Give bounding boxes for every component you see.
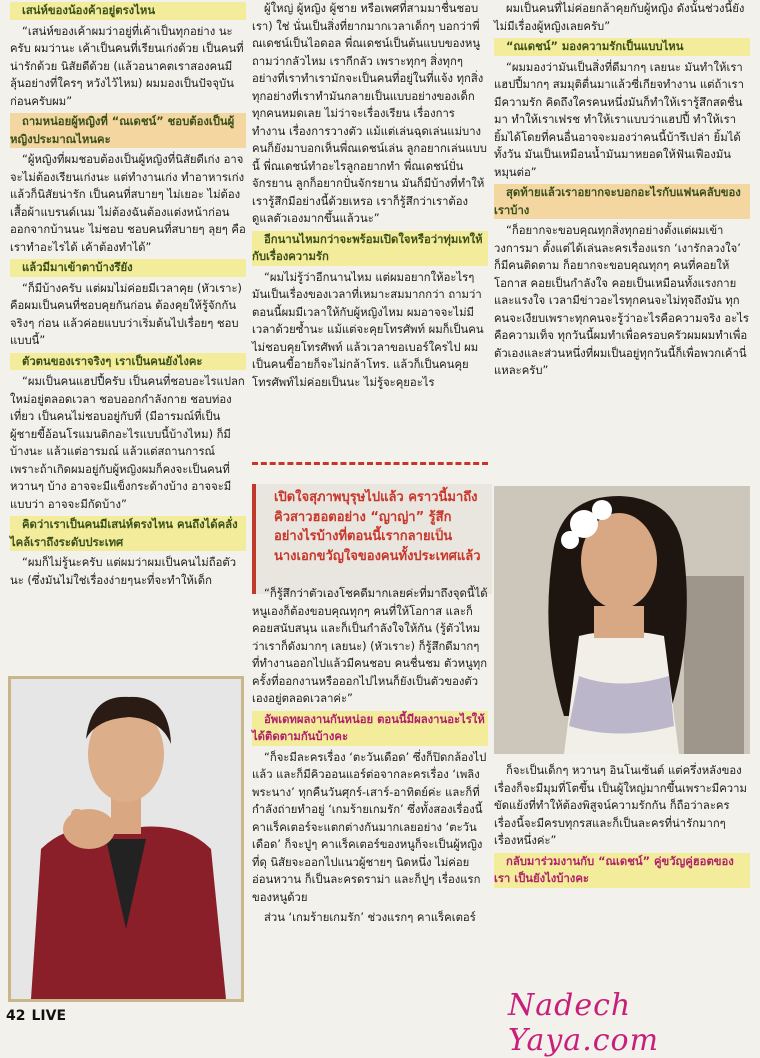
heading: กลับมาร่วมงานกับ “ณเดชน์” คู่ขวัญคู่ฮอตของเรา เป็นยังไงบ้างคะ <box>494 853 750 888</box>
actor-illustration <box>11 679 241 999</box>
heading: “ณเดชน์” มองความรักเป็นแบบไหน <box>494 38 750 56</box>
paragraph: “ก็รู้สึกว่าตัวเองโชคดีมากเลยค่ะที่มาถึงจุดนี้ได้ หนูเองก็ต้องขอบคุณทุกๆ คนที่ให้โอกาส และก็คอยสนับสนุน และก็เป็นกำลังใจให้กัน (รู้ตัวไหมว่าเราก็ดังมากๆ เลยนะ) (หัวเราะ) ก็รู้สึกดีมากๆ ที่ทำงานออกไปแล้วมีคนชอบ คนชื่นชม ตัวหนูทุกครั้งที่ออกงานหรือออกไปไหนก็ยังเป็นตัวของตัวเองอยู่ตลอดเวลาค่ะ” <box>252 587 488 705</box>
column-2-lower <box>252 585 488 930</box>
paragraph: “เสน่ห์ของเค้าผมว่าอยู่ที่เค้าเป็นทุกอย่าง นะครับ ผมว่านะ เค้าเป็นคนที่เรียนเก่งด้วย เป็นคนที่น่ารักด้วย นิสัยดีด้วย (แล้วอนาคตเราสองคนมีลุ้นอย่างที่ใครๆ หวังไว้ไหม) ผมมองเป็นปัจจุบันก่อนครับผม” <box>10 24 244 108</box>
paragraph: “ผมก็ไม่รู้นะครับ แต่ผมว่าผมเป็นคนไม่ถือตัวนะ (ซึ่งมันไม่ใช่เรื่องง่ายๆนะที่จะทำให้เด็ก <box>10 556 237 587</box>
column-3 <box>494 0 750 383</box>
column-3-lower <box>494 762 750 891</box>
actor-photo <box>8 676 244 1002</box>
actress-photo <box>494 486 750 754</box>
paragraph: “ผู้หญิงที่ผมชอบต้องเป็นผู้หญิงที่นิสัยดีเก่ง อาจจะไม่ต้องเรียนเก่งนะ แต่ทำงานเก่ง ทำอาหารเก่ง แล้วก็นิสัยน่ารัก เป็นคนที่สบายๆ ไม่เยอะ ไม่ต้องเสื้อผ้าแบรนด์เนม ไม่ต้องฉันต้องแต่งหน้าก่อนออกจากบ้านนะ ไม่ชอบ ชอบคนที่สบายๆ ลุยๆ คือเราทำอะไรได้ เค้าต้องทำได้” <box>10 153 246 254</box>
paragraph: “ผมมองว่ามันเป็นสิ่งที่ดีมากๆ เลยนะ มันทำให้เราแฮปปี้มากๆ สมมุติตื่นมาแล้วซี่เกียจทำงาน แต่ถ้าเรามีความรัก คิดถึงใครคนหนึ่งมันก็ทำให้เรารู้สึกสดชื่นมา ทำให้เราเฟรช ทำให้เราแบบว่าแฮปปี้ ทำให้เรายิ้มได้โดยที่คนอื่นอาจจะมองว่าคนนี้บ้ารึเปล่า ยิ้มได้ทั้งวัน มันเป็นเหมือนน้ำมันมาหยอดให้ฟันเฟืองมันหมุนต่อ” <box>494 60 744 179</box>
heading: ตัวตนของเราจริงๆ เราเป็นคนยังไงคะ <box>10 353 246 371</box>
paragraph: “ผมไม่รู้ว่าอีกนานไหม แต่ผมอยากให้อะไรๆมันเป็นเรื่องของเวลาที่เหมาะสมมากกว่า ถามว่าตอนนี้ผมมีเวลาให้กับผู้หญิงไหม ผมอาจจะไม่มีเวลาด้วยซ้ำนะ แม้แต่จะคุยโทรศัพท์ ผมก็เป็นคนไม่ชอบคุยโทรศัพท์ แล้วเวลาขอเบอร์ใครไป ผมเป็นคนขี้อายก็จะไม่กล้าโทร. แล้วก็เป็นคนคุยโทรศัพท์ไม่ค่อยเป็นนะ ไม่รู้จะคุยอะไร <box>252 270 484 389</box>
actress-illustration <box>494 486 750 754</box>
paragraph: “ก็จะมีละครเรื่อง ‘ตะวันเดือด’ ซึ่งก็ปิดกล้องไปแล้ว และก็มีคิวออนแอร์ต่อจากละครเรื่อง ‘เพลิงพระนาง’ ทุกคืนวันศุกร์-เสาร์-อาทิตย์ค่ะ และก็ที่กำลังถ่ายทำอยู่ ‘เกมร้ายเกมรัก’ ซึ่งทั้งสองเรื่องนี้คาแร็คเตอร์จะแตกต่างกันมากเลยอย่าง ‘ตะวันเดือด’ ก็จะปูๆ คาแร็คเตอร์ของหนูก็จะเป็นผู้หญิงที่ดุ นิสัยจะออกไปแนวผู้ชายๆ นิดหนึ่ง ไม่ค่อยอ่อนหวาน ก็เป็นละครดราม่า และก็ปูๆ เรื่องแรกของหนูด้วย <box>252 750 487 904</box>
page-number: 42 <box>6 1008 26 1024</box>
heading: คิดว่าเราเป็นคนมีเสน่ห์ตรงไหน คนถึงได้คลั่งไคล้เราถึงระดับประเทศ <box>10 516 246 551</box>
heading: อัพเดทผลงานกันหน่อย ตอนนี้มีผลงานอะไรให้ได้ติดตามกันบ้างคะ <box>252 711 488 746</box>
paragraph: “ก็อยากจะขอบคุณทุกสิ่งทุกอย่างตั้งแต่ผมเข้าวงการมา ตั้งแต่ได้เล่นละครเรื่องแรก ‘เงารักลวงใจ’ ก็มีคนติดตาม ก็อยากจะขอบคุณทุกๆ คนที่คอยให้โอกาส คอยเป็นกำลังใจ คอยเป็นเหมือนทั้งแรงกายและแรงใจ เวลามีข่าวอะไรทุกคนจะไม่ทุจถึงมัน ทุกคนจะเงียบเพราะทุกคนจะรู้ว่าอะไรคือความจริง อะไรคือความเท็จ ทุกวันนี้ผมทำเพื่อครอบครัวผมผมทำเพื่อตัวเองและส่วนหนึ่งที่ผมเป็นอยู่ทุกวันนี้ก็เพื่อพวกเค้านี่แหละครับ” <box>494 224 749 377</box>
paragraph: “ผมเป็นคนแฮปปี้ครับ เป็นคนที่ชอบอะไรแปลกใหม่อยู่ตลอดเวลา ชอบออกกำลังกาย ชอบท่องเที่ยว เป็นคนไม่ชอบอยู่กับที่ (มีอารมณ์ที่เป็นผู้ชายขี้อ้อนโรแมนติกอะไรแบบนี้บ้างไหม) ก็มีบ้างนะ แล้วแต่อารมณ์ แล้วแต่สถานการณ์ เพราะถ้าเกิดผมอยู่กับผู้หญิงผมก็คงจะเป็นคนที่หวานๆ บ้าง อาจจะมีแข็งกระด้างบ้าง อาจจะมีแบบว่า อาจจะมีกัดบ้าง” <box>10 375 245 511</box>
pull-quote <box>252 484 492 594</box>
page-footer <box>6 1008 66 1024</box>
column-2 <box>252 0 488 394</box>
heading: เสน่ห์ของน้องค้าอยู่ตรงไหน <box>10 2 246 20</box>
heading: แล้วมีมาเข้าตาบ้างรึยัง <box>10 259 246 277</box>
section-divider <box>252 462 488 465</box>
heading: สุดท้ายแล้วเราอยากจะบอกอะไรกับแฟนคลับของเราบ้าง <box>494 184 750 219</box>
pull-quote-text: เปิดใจสุภาพบุรุษไปแล้ว คราวนี้มาถึงคิวสาวฮอตอย่าง “ญาญ่า” รู้สึกอย่างไรบ้างที่ตอนนี้เรากลายเป็นนางเอกขวัญใจของคนทั้งประเทศแล้ว <box>274 490 481 564</box>
paragraph: “ก็มีบ้างครับ แต่ผมไม่ค่อยมีเวลาคุย (หัวเราะ) คือผมเป็นคนที่ชอบคุยกันก่อน ต้องคุยให้รู้จักกันจริงๆ ก่อน แล้วค่อยแบบว่าเริ่มต้นไปเรื่อยๆ ชอบแบบนี้” <box>10 281 242 347</box>
paragraph: ส่วน ‘เกมร้ายเกมรัก’ ช่วงแรกๆ คาแร็คเตอร์ <box>264 911 476 924</box>
paragraph: ก็จะเป็นเด็กๆ หวานๆ อินโนเซ้นต์ แต่ครึ่งหลังของเรื่องก็จะมีมุมที่โตขึ้น เป็นผู้ใหญ่มากขึ้นเพราะมีความขัดแย้งที่ทำให้ต้องพิสูจน์ความรักกัน ก็ถือว่าละครเรื่องนี้จะมีครบทุกรสและก็เป็นละครที่น่ารักมากๆ เรื่องหนึ่งค่ะ” <box>494 764 747 847</box>
site-watermark: Nadech Yaya.com <box>508 988 660 1058</box>
column-1 <box>10 0 246 592</box>
magazine-brand: LIVE <box>31 1008 67 1024</box>
paragraph: ผมเป็นคนที่ไม่ค่อยกล้าคุยกับผู้หญิง ดังนั้นช่วงนี้ยังไม่มีเรื่องผู้หญิงเลยครับ” <box>494 2 745 33</box>
heading: ถามหน่อยผู้หญิงที่ “ณเดชน์” ชอบต้องเป็นผู้หญิงประมาณไหนคะ <box>10 113 246 148</box>
heading: อีกนานไหมกว่าจะพร้อมเปิดใจหรือว่าทุ่มเทให้กับเรื่องความรัก <box>252 231 488 266</box>
paragraph: ผู้ใหญ่ ผู้หญิง ผู้ชาย หรือเพศที่สามมาชื่นชอบเรา) ใช่ นั่นเป็นสิ่งที่ยากมากเวลาเด็กๆ บอกว่าพี่ณเดชน์เป็นไอดอล พี่ณเดชน์เป็นต้นแบบของหนู ถามว่ากลัวไหม เรากีกลัว เพราะทุกๆ สิ่งทุกๆ อย่างที่เราทำเรามักจะเป็นคนที่อยู่ในที่แจ้ง ทุกสิ่งทุกอย่างที่เราทำมันกลายเป็นแบบอย่างของเด็กทุกคนหมดเลย ไม่ว่าจะเรื่องเรียน เรื่องการทำงาน เรื่องการวางตัว แม้แต่เล่นฉุดเล่นแม่บางคนก็ยังมาบอกเห็นพี่ณเดชน์เล่น ลูกอยากเล่นแบบนี้ พี่ณเดชน์ทำอะไรลูกอยากทำ พี่ณเดชน์ปั่นจักรยาน ลูกก็อยากปั่นจักรยาน มันก็มีบ้างที่ทำให้เรารู้สึกมีอย่างนี้ด้วยเหรอ เราก็รู้สึกว่าเราต้องดูแลตัวเองมากขึ้นแล้วนะ” <box>252 2 487 225</box>
